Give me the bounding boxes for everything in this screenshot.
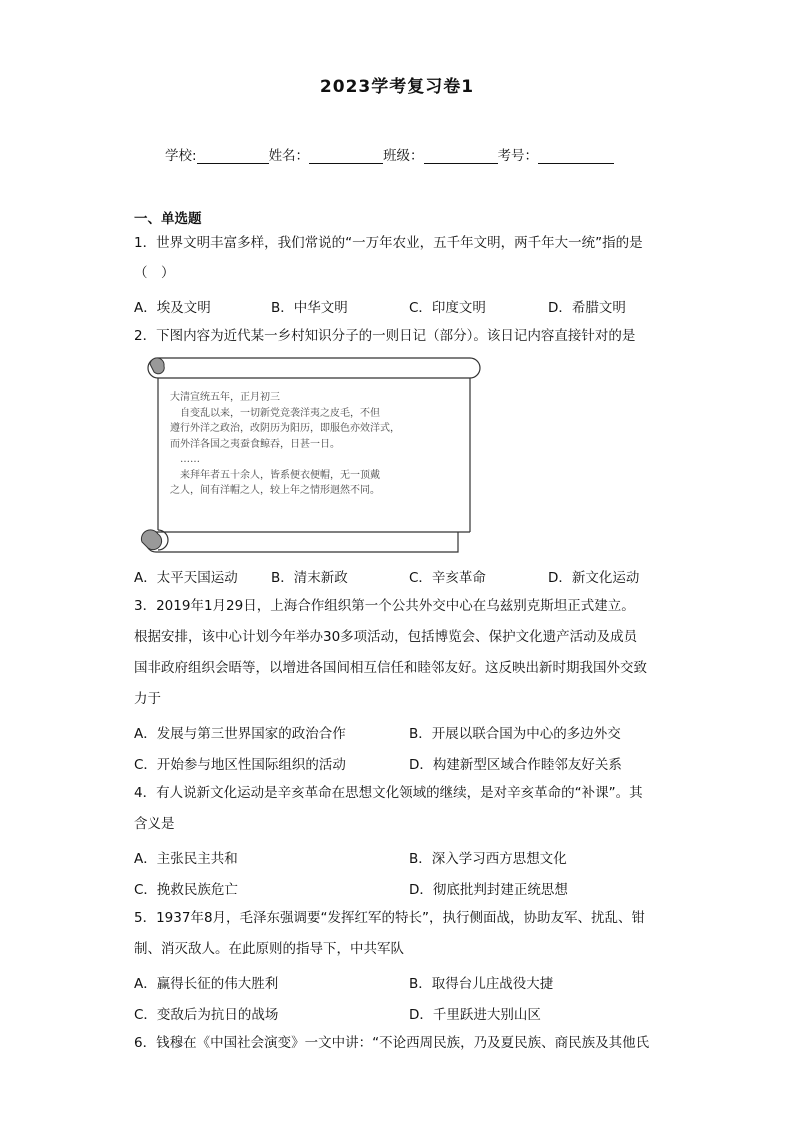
question-3-stem: 力于: [134, 691, 161, 707]
number-field[interactable]: [538, 149, 614, 164]
question-5-stem: 5．1937年8月，毛泽东强调要“发挥红军的特长”，执行侧面战，协助友军、扰乱、钳: [134, 910, 646, 926]
question-4-stem: 含义是: [134, 816, 175, 832]
option-d[interactable]: D．彻底批判封建正统思想: [409, 882, 568, 898]
page-title: 2023学考复习卷1: [319, 77, 475, 97]
question-3-stem: 根据安排，该中心计划今年举办30多项活动，包括博览会、保护文化遗产活动及成员: [134, 629, 638, 645]
option-b[interactable]: B．中华文明: [271, 300, 348, 316]
school-field[interactable]: [197, 149, 269, 164]
option-b[interactable]: B．深入学习西方思想文化: [409, 851, 567, 867]
diary-scroll-image: [134, 354, 482, 554]
diary-line: 之人，间有洋帽之人，较上年之情形迥然不同。: [170, 485, 380, 496]
number-label: 考号：: [497, 148, 539, 164]
question-2-stem: 2．下图内容为近代某一乡村知识分子的一则日记（部分）。该日记内容直接针对的是: [134, 328, 636, 344]
option-a[interactable]: A．太平天国运动: [134, 570, 238, 586]
question-3-stem: 3．2019年1月29日，上海合作组织第一个公共外交中心在乌兹别克斯坦正式建立。: [134, 598, 635, 614]
question-1-stem: 1．世界文明丰富多样，我们常说的“一万年农业，五千年文明，两千年大一统”指的是: [134, 235, 643, 251]
option-c[interactable]: C．变敌后为抗日的战场: [134, 1007, 279, 1023]
option-b[interactable]: B．开展以联合国为中心的多边外交: [409, 726, 621, 742]
diary-line: ……: [170, 454, 200, 465]
option-b[interactable]: B．清末新政: [271, 570, 348, 586]
option-b[interactable]: B．取得台儿庄战役大捷: [409, 976, 554, 992]
class-label: 班级：: [383, 148, 424, 164]
option-a[interactable]: A．赢得长征的伟大胜利: [134, 976, 279, 992]
option-c[interactable]: C．挽救民族危亡: [134, 882, 238, 898]
student-info-row: [165, 144, 614, 164]
school-label: 学校:: [165, 148, 197, 164]
question-4-stem: 4．有人说新文化运动是辛亥革命在思想文化领域的继续，是对辛亥革命的“补课”。其: [134, 785, 643, 801]
option-c[interactable]: C．开始参与地区性国际组织的活动: [134, 757, 346, 773]
option-d[interactable]: D．构建新型区域合作睦邻友好关系: [409, 757, 622, 773]
section-title: 一、单选题: [134, 211, 202, 227]
diary-line: 遵行外洋之政治，改阴历为阳历，即服色亦效洋式，: [170, 423, 400, 434]
option-d[interactable]: D．新文化运动: [548, 570, 640, 586]
diary-line: 来拜年者五十余人，皆系便衣便帽，无一顶戴: [170, 469, 380, 481]
option-d[interactable]: D．希腊文明: [548, 300, 626, 316]
option-d[interactable]: D．千里跃进大别山区: [409, 1007, 541, 1023]
class-field[interactable]: [424, 149, 498, 164]
question-3-stem: 国非政府组织会晤等，以增进各国间相互信任和睦邻友好。这反映出新时期我国外交致: [134, 660, 647, 676]
option-c[interactable]: C．辛亥革命: [409, 570, 486, 586]
diary-line: 大清宣统五年，正月初三: [170, 392, 280, 403]
option-c[interactable]: C．印度文明: [409, 300, 486, 316]
diary-text: [170, 390, 460, 499]
question-6-stem: 6．钱穆在《中国社会演变》一文中讲：“不论西周民族，乃及夏民族、商民族及其他氏: [134, 1035, 650, 1051]
question-1-stem: （ ）: [134, 265, 175, 281]
diary-line: 自变乱以来，一切新党竞袭洋夷之皮毛，不但: [170, 407, 380, 419]
name-label: 姓名：: [268, 148, 310, 164]
option-a[interactable]: A．埃及文明: [134, 300, 211, 316]
diary-line: 而外洋各国之夷蚕食鲸吞，日甚一日。: [170, 438, 340, 450]
question-5-stem: 制、消灭敌人。在此原则的指导下，中共军队: [134, 941, 404, 957]
option-a[interactable]: A．主张民主共和: [134, 851, 238, 867]
name-field[interactable]: [309, 149, 383, 164]
option-a[interactable]: A．发展与第三世界国家的政治合作: [134, 726, 346, 742]
